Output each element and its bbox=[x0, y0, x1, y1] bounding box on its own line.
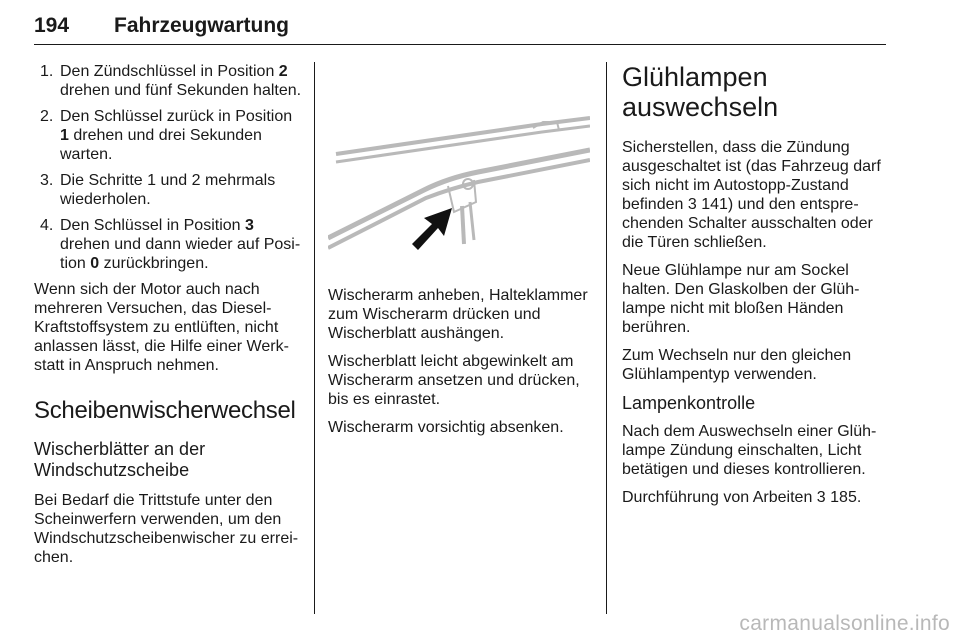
sub-heading: Lampenkontrolle bbox=[622, 393, 756, 413]
body-paragraph: Bei Bedarf die Trittstufe unter den Scheinwerfern verwenden, um den Windschutzscheibenwischer zu erreichen. bbox=[34, 492, 299, 566]
section-title: Fahrzeugwartung bbox=[114, 14, 290, 37]
wiper-illustration bbox=[328, 62, 590, 272]
body-paragraph: Wischerblatt leicht abgewinkelt am Wischerarm ansetzen und drücken, bis es einrastet. bbox=[328, 353, 580, 408]
list-item: 3. Die Schritte 1 und 2 mehrmals wiederholen. bbox=[40, 172, 276, 208]
section-heading: Scheibenwischerwechsel bbox=[34, 397, 296, 424]
body-paragraph: Neue Glühlampe nur am Sockel halten. Den Glaskolben der Glühlampe nicht mit bloßen Händen berühren. bbox=[622, 262, 860, 336]
page-number: 194 bbox=[34, 14, 70, 37]
column-divider bbox=[314, 62, 315, 614]
note-paragraph: Wenn sich der Motor auch nach mehreren Versuchen, das Diesel-Kraftstoffsystem zu entlüften, nicht anlassen lässt, die Hilfe einer Werkstatt in Anspruch nehmen. bbox=[34, 281, 289, 374]
body-paragraph: Wischerarm anheben, Halteklammer zum Wischerarm drücken und Wischerblatt aushängen. bbox=[328, 287, 588, 342]
column-right bbox=[622, 62, 888, 516]
column-divider bbox=[606, 62, 607, 614]
chapter-heading: Glühlampen auswechseln bbox=[622, 62, 779, 122]
list-item: 2. Den Schlüssel zurück in Position 1 drehen und drei Sekunden warten. bbox=[40, 108, 293, 163]
page-reference[interactable]: 185 bbox=[830, 489, 857, 506]
pointer-arrow-icon bbox=[412, 208, 452, 250]
body-paragraph: Nach dem Auswechseln einer Glühlampe Zündung einschalten, Licht betätigen und dieses kontrollieren. bbox=[622, 423, 877, 478]
column-middle bbox=[328, 62, 590, 446]
step-list bbox=[34, 62, 302, 273]
body-paragraph: Durchführung von Arbeiten 3 185. bbox=[622, 489, 862, 506]
sub-heading: Wischerblätter an der Windschutzscheibe bbox=[34, 439, 206, 480]
watermark-text: carmanualsonline.info bbox=[739, 612, 950, 635]
body-paragraph: Wischerarm vorsichtig absenken. bbox=[328, 419, 564, 436]
page-reference[interactable]: 141 bbox=[701, 196, 728, 213]
list-item: 1. Den Zündschlüssel in Position 2 drehen und fünf Sekunden halten. bbox=[40, 63, 302, 99]
list-item: 4. Den Schlüssel in Position 3 drehen und dann wieder auf Position 0 zurückbringen. bbox=[40, 217, 301, 272]
column-left bbox=[34, 62, 302, 576]
body-paragraph: Sicherstellen, dass die Zündung ausgeschaltet ist (das Fahrzeug darf sich nicht im Autostopp-Zustand befinden 3 141) und den entsprechenden Schalter ausschalten oder die Türen schließen. bbox=[622, 139, 881, 251]
body-paragraph: Zum Wechseln nur den gleichen Glühlampentyp verwenden. bbox=[622, 347, 852, 383]
reference-arrow-icon: 3 bbox=[816, 489, 826, 506]
page-header bbox=[34, 14, 886, 45]
reference-arrow-icon: 3 bbox=[687, 196, 697, 213]
